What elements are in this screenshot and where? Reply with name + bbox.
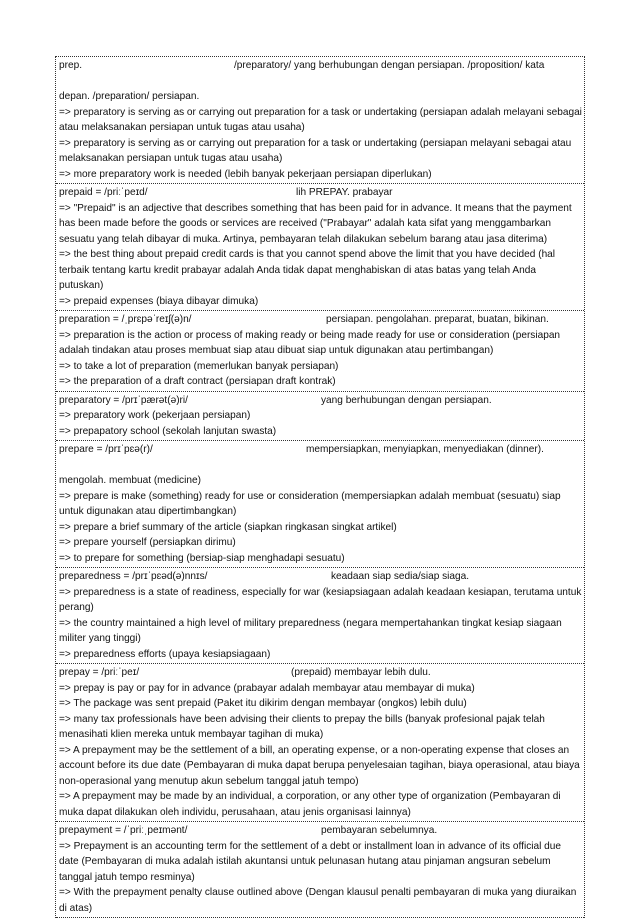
entry-prepay	[56, 664, 584, 822]
meaning-continuation: mengolah. membuat (medicine)	[59, 475, 201, 486]
example-line: => preparatory is serving as or carrying out preparation for a task or undertaking (persiapan melayani sebagai atau melaksanakan persiapan untuk tugas atau usaha)	[59, 137, 572, 164]
example-line: => to prepare for something (bersiap-siap menghadapi sesuatu)	[59, 552, 345, 564]
entry-header	[59, 312, 582, 328]
headword: preparedness = /prɪˈpɛəd(ə)nnɪs/	[59, 571, 208, 582]
example-line: => many tax professionals have been advising their clients to prepay the bills (banyak profesional pajak telah menasihati klien mereka untuk membayar tagihan di muka)	[59, 713, 545, 740]
example-line: => the preparation of a draft contract (persiapan draft kontrak)	[59, 376, 336, 387]
headword: prepayment = /ˈpriːˌpeɪmənt/	[59, 825, 188, 836]
example-line: => "Prepaid" is an adjective that describes something that has been paid for in advance. It means that the payment has been made before the goods or services are received ("Prabayar" adalah kata sifat yang menggambarkan sesuatu yang telah dibayar di muka. Artinya, pembayaran telah dilakukan sebelum barang atau jasa diterima)	[59, 202, 572, 245]
entry-prepayment	[56, 822, 584, 918]
example-line: => more preparatory work is needed (lebih banyak pekerjaan persiapan diperlukan)	[59, 168, 432, 180]
meaning: lih PREPAY. prabayar	[296, 187, 393, 198]
example-line: => With the prepayment penalty clause outlined above (Dengan klausul penalti pembayaran di muka yang diuraikan di atas)	[59, 887, 577, 914]
meaning: /preparatory/ yang berhubungan dengan persiapan. /proposition/ kata	[234, 60, 545, 71]
example-line: => prepaid expenses (biaya dibayar dimuka)	[59, 295, 259, 307]
entry-prep	[56, 57, 584, 184]
example-line: => A prepayment may be made by an individual, a corporation, or any other type of organization (Pembayaran di muka dapat dilakukan oleh individu, perusahaan, atau jenis organisasi lainnya)	[59, 791, 561, 818]
meaning-continuation: depan. /preparation/ persiapan.	[59, 91, 200, 102]
headword: prepay = /priːˈpeɪ/	[59, 667, 140, 678]
entry-preparation	[56, 311, 584, 392]
entry-header	[59, 823, 582, 839]
entry-header	[59, 58, 582, 105]
entry-preparatory	[56, 392, 584, 442]
example-line: => A prepayment may be the settlement of a bill, an operating expense, or a non-operating expense that closes an account before its due date (Pembayaran di muka dapat berupa penyelesaian tagihan, biaya operasional, atau biaya non-operasional yang menutup akun sebelum tanggal jatuh tempo)	[59, 744, 580, 787]
example-line: => to take a lot of preparation (memerlukan banyak persiapan)	[59, 360, 339, 372]
headword: preparatory = /prɪˈpærət(ə)ri/	[59, 394, 188, 406]
entry-header	[59, 569, 582, 585]
example-line: => prepare yourself (persiapkan dirimu)	[59, 537, 236, 548]
example-line: => prepay is pay or pay for in advance (prabayar adalah membayar atau membayar di muka)	[59, 682, 475, 694]
example-line: => prepapatory school (sekolah lanjutan swasta)	[59, 425, 277, 437]
dictionary-table	[55, 56, 585, 918]
example-line: => prepare a brief summary of the article (siapkan ringkasan singkat artikel)	[59, 521, 397, 533]
example-line: => Prepayment is an accounting term for the settlement of a debt or installment loan in advance of its official due date (Pembayaran di muka adalah istilah akuntansi untuk pelunasan hutang atau pinjaman angsuran sebelum tanggal jatuh tempo resminya)	[59, 840, 561, 883]
headword: prepare = /prɪˈpɛə(r)/	[59, 444, 153, 455]
entry-prepare	[56, 441, 584, 568]
example-line: => the best thing about prepaid credit cards is that you cannot spend above the limit that you have decided (hal terbaik tentang kartu kredit prabayar adalah Anda tidak dapat menghabiskan di atas batas yang telah Anda putuskan)	[59, 249, 556, 291]
entry-header	[59, 185, 582, 201]
example-line: => preparation is the action or process of making ready or being made ready for use or consideration (persiapan adalah tindakan atau proses membuat siap atau dibuat siap untuk digunakan atau pertimbangan)	[59, 329, 561, 356]
example-line: => preparedness efforts (upaya kesiapsiagaan)	[59, 648, 271, 660]
meaning: mempersiapkan, menyiapkan, menyediakan (dinner).	[306, 444, 544, 455]
entry-header	[59, 442, 582, 489]
headword: prepaid = /priːˈpeɪd/	[59, 187, 148, 198]
entry-preparedness	[56, 568, 584, 664]
entry-prepaid	[56, 184, 584, 311]
example-line: => the country maintained a high level of military preparedness (negara mempertahankan tingkat kesiap siagaan militer yang tinggi)	[59, 617, 562, 644]
headword: prep.	[59, 60, 83, 71]
example-line: => preparedness is a state of readiness, especially for war (kesiapsiagaan adalah keadaan kesiapan, terutama untuk perang)	[59, 586, 582, 613]
example-line: => prepare is make (something) ready for use or consideration (mempersiapkan adalah membuat (sesuatu) siap untuk digunakan atau dipertimbangkan)	[59, 490, 561, 517]
meaning: keadaan siap sedia/siap siaga.	[331, 571, 470, 582]
entry-header	[59, 393, 582, 409]
meaning: persiapan. pengolahan. preparat, buatan, bikinan.	[326, 314, 549, 325]
meaning: pembayaran sebelumnya.	[321, 825, 438, 836]
entry-header	[59, 665, 582, 681]
meaning: (prepaid) membayar lebih dulu.	[291, 667, 431, 678]
example-line: => preparatory is serving as or carrying out preparation for a task or undertaking (persiapan adalah melayani sebagai atau melaksanakan persiapan untuk tugas atau usaha)	[59, 106, 582, 133]
example-line: => preparatory work (pekerjaan persiapan)	[59, 410, 251, 421]
example-line: => The package was sent prepaid (Paket itu dikirim dengan membayar (ongkos) lebih dulu)	[59, 698, 467, 709]
meaning: yang berhubungan dengan persiapan.	[321, 394, 492, 406]
headword: preparation = /ˌprɛpəˈreɪʃ(ə)n/	[59, 314, 192, 325]
